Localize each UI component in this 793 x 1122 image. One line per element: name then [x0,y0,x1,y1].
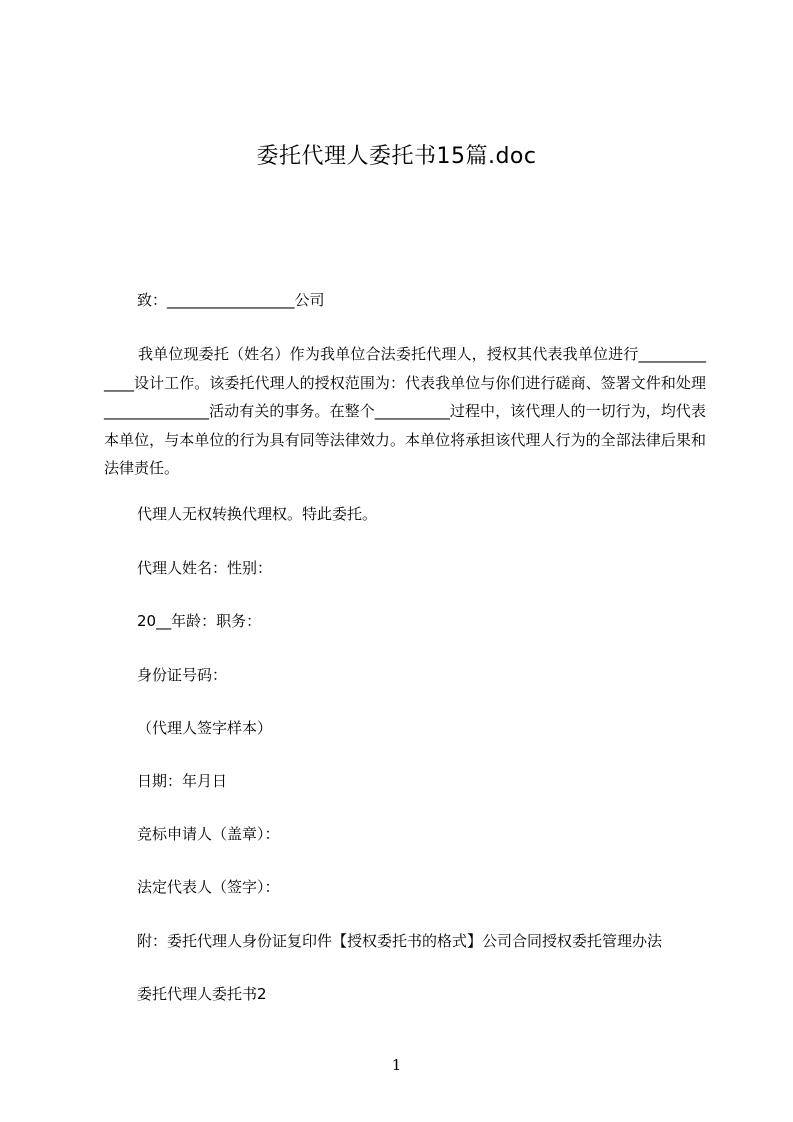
page-number: 1 [391,1056,402,1074]
salutation-line: 致：_________________公司 [137,291,325,309]
document-title: 委托代理人委托书15篇.doc [256,144,537,169]
main-paragraph: 我单位现委托（姓名）作为我单位合法委托代理人，授权其代表我单位进行_____________设计工作。该委托代理人的授权范围为：代表我单位与你们进行磋商、签署文件和处理______________活动有关的事务。在整个__________过程中，该代理人的一切行为，均代表本单位，与本单位的行为具有同等法律效力。本单位将承担该代理人行为的全部法律后果和法律责任。 [104,345,706,477]
date-line: 日期：年月日 [137,772,228,790]
signature-sample-line: （代理人签字样本） [137,719,273,737]
agent-name-gender-line: 代理人姓名：性别： [137,559,273,577]
applicant-seal-line: 竞标申请人（盖章）： [137,825,280,843]
id-number-line: 身份证号码： [137,666,228,684]
next-heading-line: 委托代理人委托书2 [137,985,267,1003]
legal-rep-sign-line: 法定代表人（签字）： [137,878,280,896]
no-transfer-line: 代理人无权转换代理权。特此委托。 [137,505,378,523]
attachment-line: 附：委托代理人身份证复印件【授权委托书的格式】公司合同授权委托管理办法 [137,932,663,950]
age-position-line: 20__年龄：职务： [137,612,262,630]
